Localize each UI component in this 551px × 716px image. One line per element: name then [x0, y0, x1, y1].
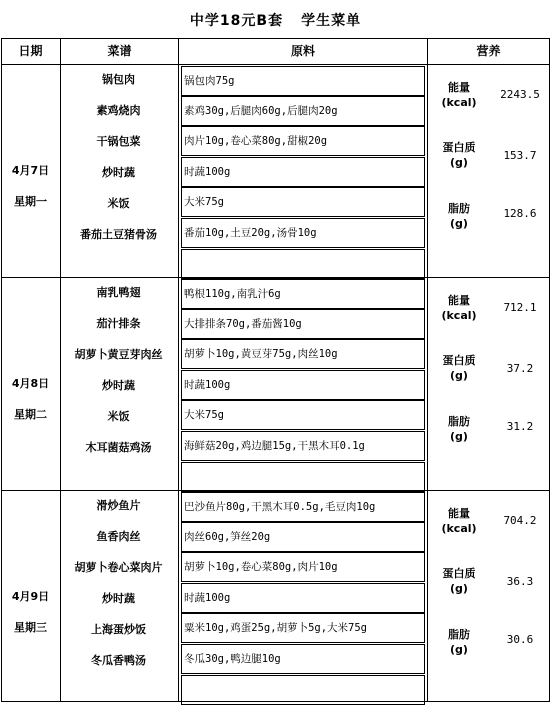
nutrition-unit: (g): [450, 156, 468, 169]
ingredient-cell: 番茄10g,土豆20g,汤骨10g: [181, 218, 425, 248]
ingredient-cell: 海鲜菇20g,鸡边腿15g,干黑木耳0.1g: [181, 431, 425, 461]
nutrition-label: 蛋白质: [442, 141, 476, 154]
ingredient-cell: 冬瓜30g,鸭边腿10g: [181, 644, 425, 674]
ingredient-cell: 胡萝卜10g,黄豆芽75g,肉丝10g: [181, 339, 425, 369]
ingredient-cell: 胡萝卜10g,卷心菜80g,肉片10g: [181, 552, 425, 582]
ingredient-cell: 粟米10g,鸡蛋25g,胡萝卜5g,大米75g: [181, 613, 425, 643]
dish-name: 米饭: [107, 197, 130, 210]
nutrition-label: 能量: [448, 507, 470, 520]
nutrition-label: 能量: [448, 81, 470, 94]
dish-name: 胡萝卜卷心菜肉片: [74, 561, 163, 574]
ingredient-cell: 时蔬100g: [181, 370, 425, 400]
nutrition-unit: (g): [450, 643, 468, 656]
dish-name: 胡萝卜黄豆芽肉丝: [74, 348, 163, 361]
nutrition-value: 712.1: [503, 301, 537, 314]
nutrition-label: 能量: [448, 294, 470, 307]
dish-name: 滑炒鱼片: [96, 499, 141, 512]
ingredient-cell: 鸭根110g,南乳汁6g: [181, 279, 425, 309]
dish-name: 米饭: [107, 410, 130, 423]
nutrition-label: 脂肪: [448, 415, 470, 428]
day-weekday: 星期三: [14, 621, 47, 634]
ingredient-cell: 大米75g: [181, 400, 425, 430]
header-menu: 菜谱: [107, 44, 132, 58]
title-sub: 学生菜单: [301, 13, 362, 29]
page-title: [0, 10, 551, 30]
ingredient-cell: 时蔬100g: [181, 583, 425, 613]
nutrition-value: 37.2: [506, 362, 534, 375]
day-date: 4月7日: [11, 164, 50, 177]
dish-name: 上海蛋炒饭: [91, 623, 146, 636]
header-divider: [1, 64, 549, 65]
nutrition-unit: (kcal): [441, 309, 477, 322]
header-nutrition: 营养: [476, 44, 501, 58]
ingredient-cell: 巴沙鱼片80g,干黑木耳0.5g,毛豆肉10g: [181, 492, 425, 522]
nutrition-value: 153.7: [503, 149, 537, 162]
nutrition-value: 704.2: [503, 514, 537, 527]
nutrition-label: 脂肪: [448, 628, 470, 641]
nutrition-value: 30.6: [506, 633, 534, 646]
ingredient-cell: 锅包肉75g: [181, 66, 425, 96]
nutrition-unit: (kcal): [441, 96, 477, 109]
nutrition-unit: (kcal): [441, 522, 477, 535]
header-date: 日期: [18, 44, 43, 58]
nutrition-value: 31.2: [506, 420, 534, 433]
nutrition-label: 脂肪: [448, 202, 470, 215]
nutrition-value: 2243.5: [500, 88, 540, 101]
day-weekday: 星期一: [14, 195, 47, 208]
table-border-right: [549, 38, 550, 702]
dish-name: 炒时蔬: [102, 166, 135, 179]
ingredient-cell: 素鸡30g,后腿肉60g,后腿肉20g: [181, 96, 425, 126]
ingredient-cell: [181, 675, 425, 705]
dish-name: 鱼香肉丝: [96, 530, 141, 543]
dish-name: 番茄土豆猪骨汤: [80, 228, 157, 241]
dish-name: 南乳鸭翅: [96, 286, 141, 299]
ingredient-cell: [181, 249, 425, 279]
ingredient-cell: 肉丝60g,笋丝20g: [181, 522, 425, 552]
day-date: 4月8日: [11, 377, 50, 390]
nutrition-value: 128.6: [503, 207, 537, 220]
dish-name: 炒时蔬: [102, 592, 135, 605]
dish-name: 茄汁排条: [96, 317, 141, 330]
dish-name: 素鸡烧肉: [96, 104, 141, 117]
day-weekday: 星期二: [14, 408, 47, 421]
nutrition-label: 蛋白质: [442, 567, 476, 580]
nutrition-unit: (g): [450, 217, 468, 230]
nutrition-unit: (g): [450, 369, 468, 382]
day-date: 4月9日: [11, 590, 50, 603]
nutrition-unit: (g): [450, 430, 468, 443]
ingredient-cell: [181, 462, 425, 492]
dish-name: 锅包肉: [102, 73, 135, 86]
ingredient-cell: 肉片10g,卷心菜80g,甜椒20g: [181, 126, 425, 156]
header-ingredients: 原料: [290, 44, 315, 58]
title-main: 中学18元B套: [189, 13, 284, 29]
ingredient-cell: 时蔬100g: [181, 157, 425, 187]
dish-name: 冬瓜香鸭汤: [91, 654, 146, 667]
ingredient-cell: 大米75g: [181, 187, 425, 217]
column-divider-menu: [178, 38, 179, 702]
dish-name: 干锅包菜: [96, 135, 141, 148]
dish-name: 木耳菌菇鸡汤: [85, 441, 152, 454]
nutrition-label: 蛋白质: [442, 354, 476, 367]
ingredient-cell: 大排排条70g,番茄酱10g: [181, 309, 425, 339]
nutrition-unit: (g): [450, 582, 468, 595]
nutrition-value: 36.3: [506, 575, 534, 588]
dish-name: 炒时蔬: [102, 379, 135, 392]
